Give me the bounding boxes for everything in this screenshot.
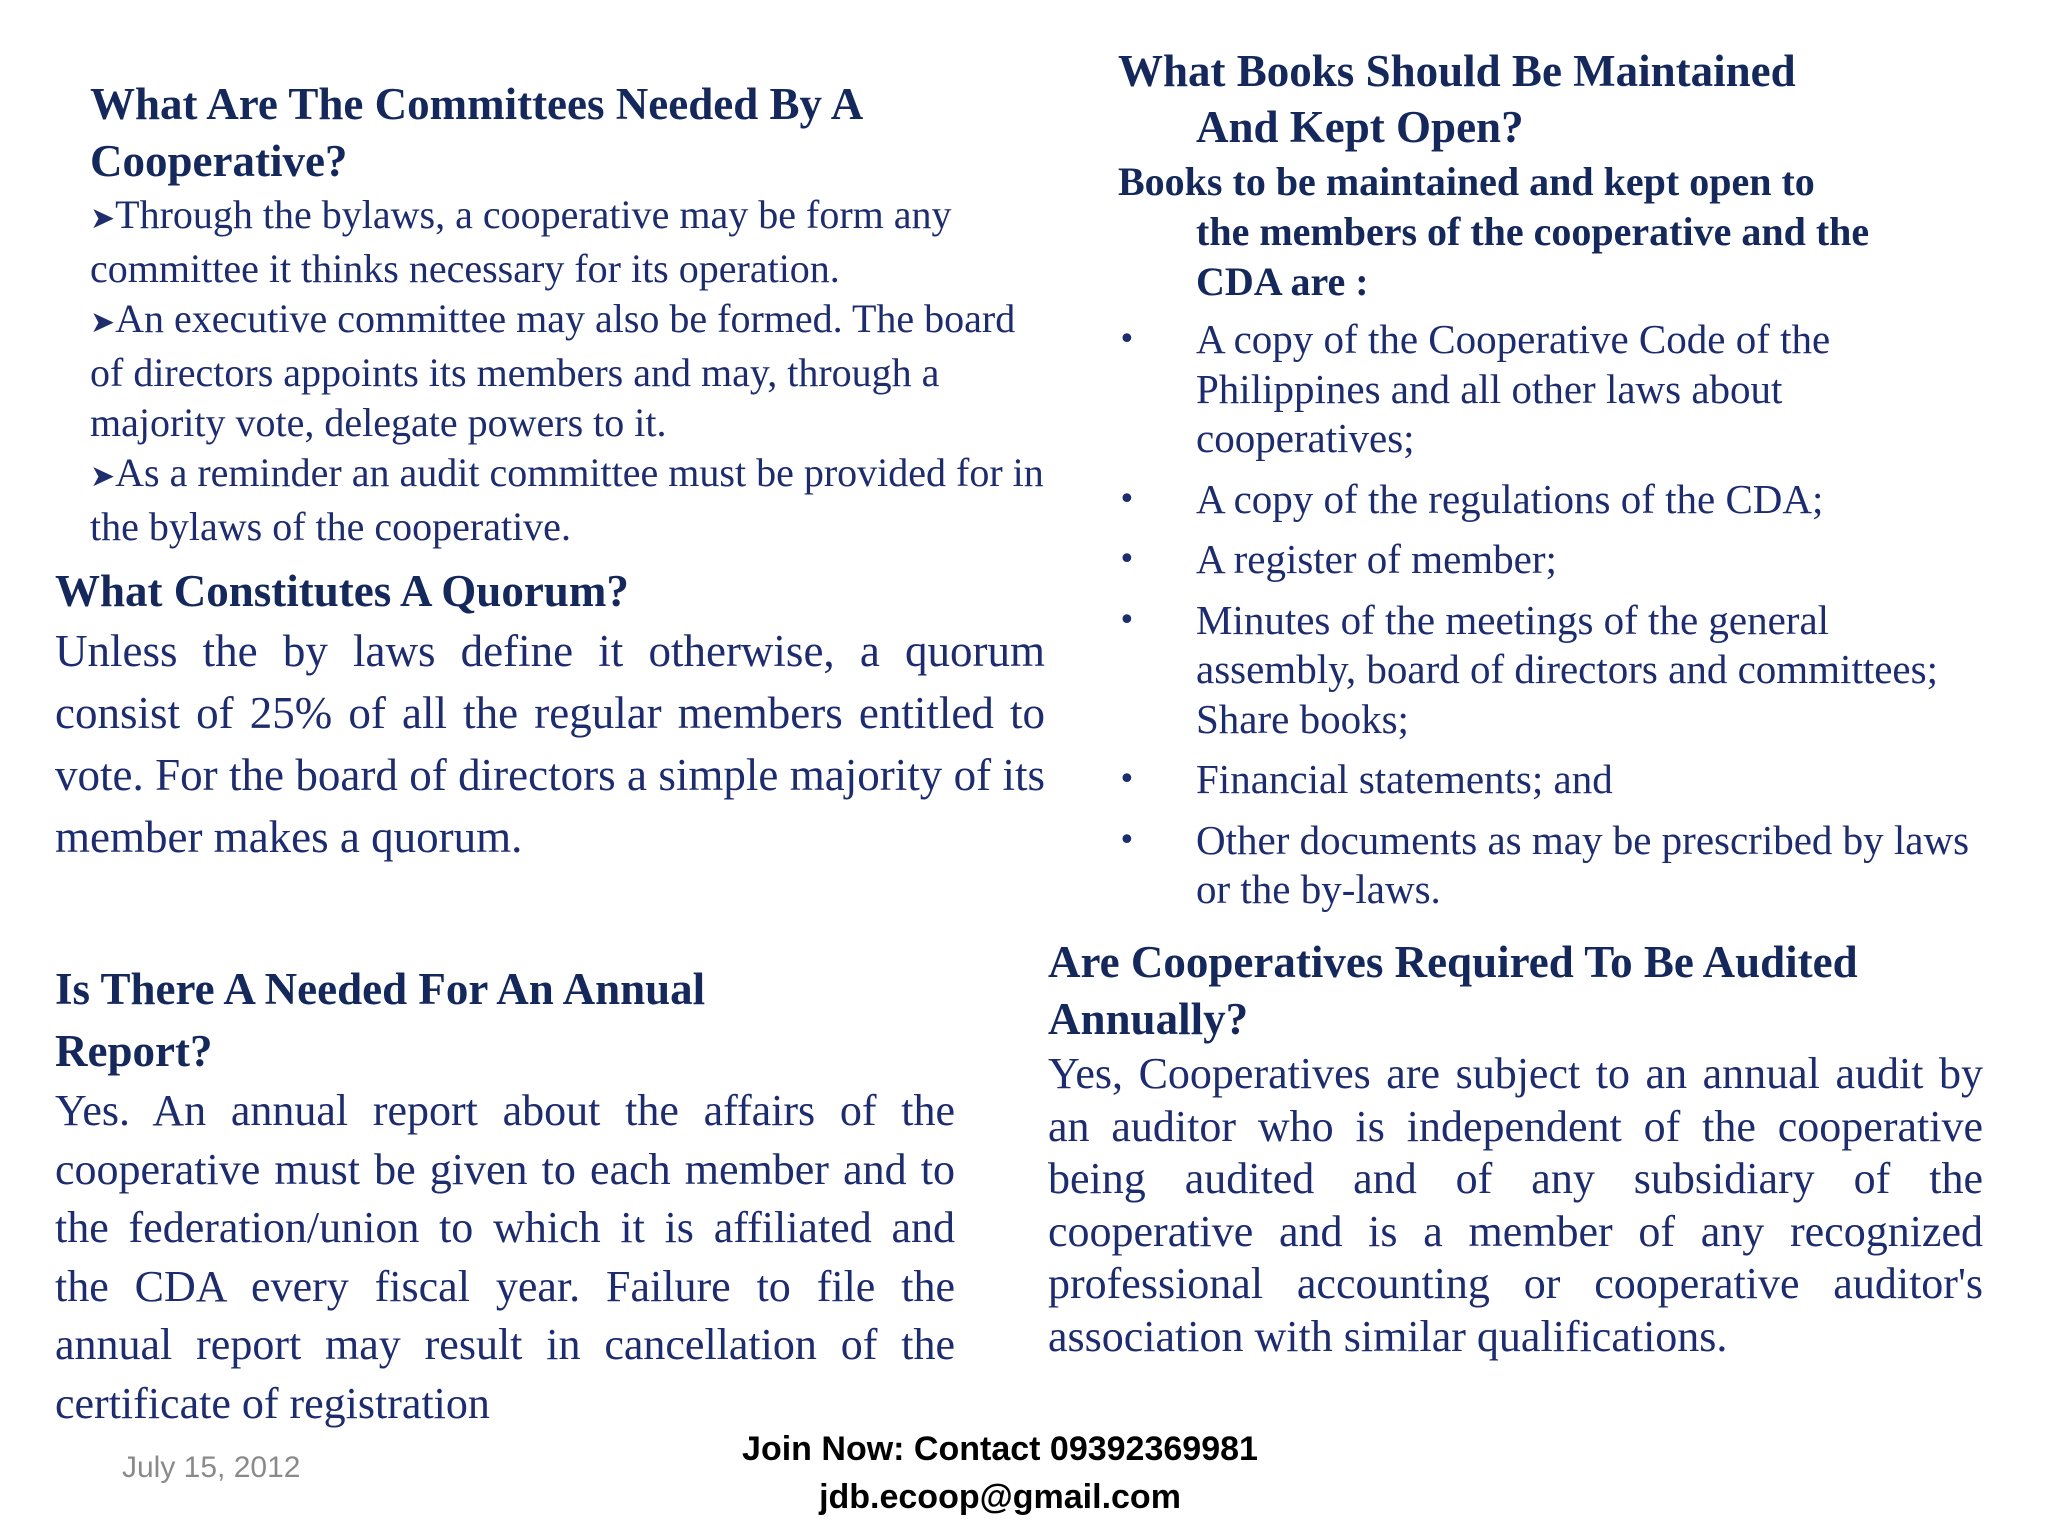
footer-contact <box>720 1425 1280 1521</box>
bullet-dot-icon: • <box>1118 762 1136 797</box>
audit-section <box>1048 934 1983 1363</box>
books-item-text: A register of member; <box>1196 536 1557 582</box>
books-intro-line3: CDA are : <box>1196 259 1369 304</box>
bullet-dot-icon: • <box>1118 481 1136 517</box>
contact-phone: Join Now: Contact 09392369981 <box>742 1430 1258 1468</box>
committees-item <box>90 190 1050 294</box>
committees-item-text: As a reminder an audit committee must be provided for in the bylaws of the cooperative. <box>90 450 1044 549</box>
contact-email: jdb.ecoop@gmail.com <box>819 1478 1181 1516</box>
committees-heading-line2: Cooperative? <box>90 136 348 186</box>
quorum-heading: What Constitutes A Quorum? <box>55 566 629 616</box>
books-heading-line2: And Kept Open? <box>1196 102 1524 152</box>
arrowhead-bullet-icon: ➤ <box>90 201 116 236</box>
books-item-text: A copy of the Cooperative Code of the Philippines and all other laws about cooperatives; <box>1196 316 1831 461</box>
list-item <box>1118 755 1998 805</box>
books-section <box>1118 43 1998 926</box>
list-item <box>1118 475 1998 525</box>
bullet-dot-icon: • <box>1118 602 1136 638</box>
committees-item <box>90 448 1050 552</box>
annual-report-section <box>55 958 955 1433</box>
books-item-text: Other documents as may be prescribed by laws or the by-laws. <box>1196 816 1970 912</box>
committees-heading-line1: What Are The Committees Needed By A <box>90 79 864 129</box>
books-heading-line1: What Books Should Be Maintained <box>1118 46 1796 96</box>
annual-report-body: Yes. An annual report about the affairs of the cooperative must be given to each member and to the federation/union to which it is affiliated and the CDA every fiscal year. Failure to file the annual report may result in cancellation of the certificate of registration <box>55 1086 955 1428</box>
books-intro-line2: the members of the cooperative and the <box>1196 209 1870 254</box>
books-list <box>1118 315 1998 915</box>
list-item <box>1118 315 1998 464</box>
bullet-dot-icon: • <box>1118 322 1136 357</box>
list-item <box>1118 535 1998 585</box>
list-item <box>1118 596 1998 745</box>
books-item-text: A copy of the regulations of the CDA; <box>1196 475 1824 522</box>
list-item <box>1118 816 1998 915</box>
books-item-text: Minutes of the meetings of the general assembly, board of directors and committees; Share books; <box>1196 596 1938 742</box>
committees-item-text: Through the bylaws, a cooperative may be form any committee it thinks necessary for its operation. <box>90 192 952 291</box>
books-item-text: Financial statements; and <box>1196 756 1613 802</box>
footer-date: July 15, 2012 <box>122 1451 301 1484</box>
annual-report-heading-line2: Report? <box>55 1026 213 1076</box>
quorum-section <box>55 563 1045 868</box>
audit-heading <box>1048 934 1983 1048</box>
annual-report-heading-line1: Is There A Needed For An Annual <box>55 964 706 1014</box>
arrowhead-bullet-icon: ➤ <box>90 459 116 494</box>
quorum-body: Unless the by laws define it otherwise, a quorum consist of 25% of all the regular members entitled to vote. For the board of directors a simple majority of its member makes a quorum. <box>55 626 1045 862</box>
committees-item <box>90 294 1050 448</box>
bullet-dot-icon: • <box>1118 542 1136 577</box>
books-intro <box>1118 157 1998 307</box>
audit-heading-line2: Annually? <box>1048 994 1249 1044</box>
audit-body: Yes, Cooperatives are subject to an annual audit by an auditor who is independent of the cooperative being audited and of any subsidiary of the cooperative and is a member of any recognized professional accounting or cooperative auditor's association with similar qualifications. <box>1048 1049 1983 1361</box>
arrowhead-bullet-icon: ➤ <box>90 305 116 340</box>
audit-heading-line1: Are Cooperatives Required To Be Audited <box>1048 937 1858 987</box>
bullet-dot-icon: • <box>1118 822 1136 858</box>
committees-item-text: An executive committee may also be formed. The board of directors appoints its members and may, through a majority vote, delegate powers to it. <box>90 296 1016 445</box>
annual-report-heading <box>55 958 955 1082</box>
committees-heading <box>90 76 1050 190</box>
books-intro-line1: Books to be maintained and kept open to <box>1118 159 1815 204</box>
committees-section <box>90 76 1050 552</box>
books-heading <box>1118 43 1998 155</box>
